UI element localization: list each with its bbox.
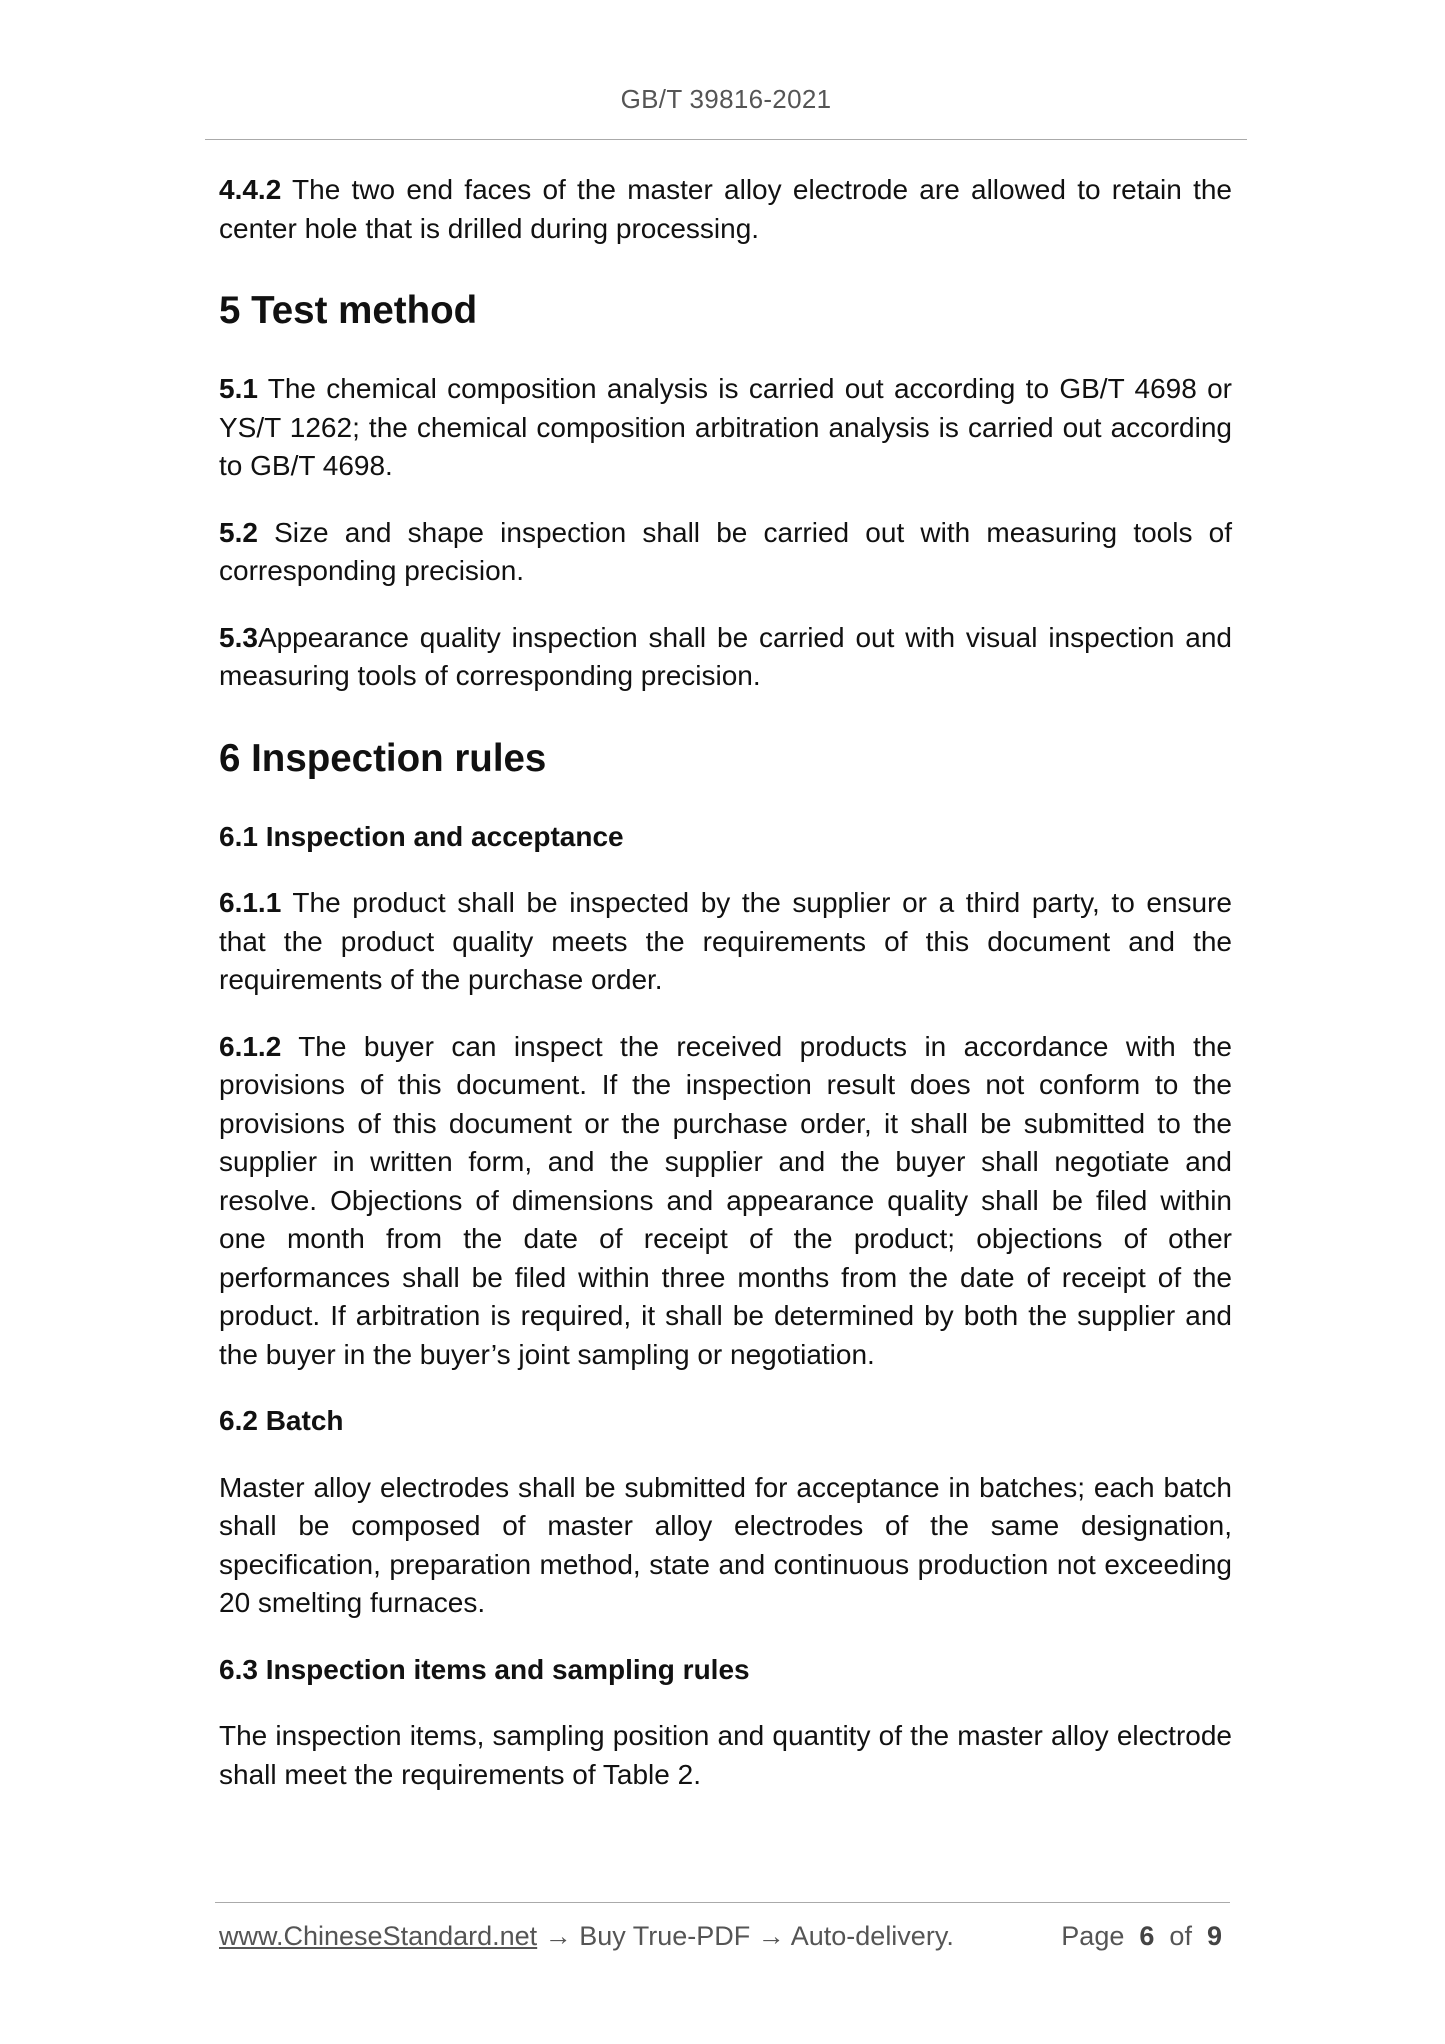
clause-number: 5.1 bbox=[219, 373, 258, 404]
page-word: Page bbox=[1061, 1921, 1125, 1951]
clause-text: The two end faces of the master alloy electrode are allowed to retain the center hole that is drilled during processing. bbox=[219, 174, 1232, 244]
clause-5-3 bbox=[219, 619, 1232, 696]
clause-text: The buyer can inspect the received products in accordance with the provisions of this document. If the inspection result does not conform to the provisions of this document or the purchase order, it shall be submitted to the supplier in written form, and the supplier and the buyer shall negotiate and resolve. Objections of dimensions and appearance quality shall be filed within one month from the date of receipt of the product; objections of other performances shall be filed within three months from the date of receipt of the product. If arbitration is required, it shall be determined by both the supplier and the buyer in the buyer’s joint sampling or negotiation. bbox=[219, 1030, 1232, 1370]
document-body bbox=[219, 171, 1232, 1794]
clause-number: 6.1.1 bbox=[219, 887, 282, 918]
subsection-heading-6-2: 6.2 Batch bbox=[219, 1405, 344, 1436]
page-total: 9 bbox=[1206, 1921, 1222, 1951]
clause-text: Appearance quality inspection shall be carried out with visual inspection and measuring tools of corresponding precision. bbox=[219, 621, 1232, 691]
section-heading-6: 6 Inspection rules bbox=[219, 736, 547, 780]
header-divider bbox=[205, 139, 1247, 140]
subsection-heading-6-3: 6.3 Inspection items and sampling rules bbox=[219, 1653, 750, 1685]
footer-promo-line bbox=[219, 1921, 954, 1952]
clause-6-1-1 bbox=[219, 884, 1232, 1000]
of-word: of bbox=[1169, 1921, 1192, 1951]
clause-number: 5.2 bbox=[219, 516, 258, 548]
clause-5-1 bbox=[219, 370, 1232, 486]
chinesestandard-link[interactable]: www.ChineseStandard.net bbox=[219, 1921, 538, 1951]
clause-4-4-2 bbox=[219, 171, 1232, 248]
page-number bbox=[1061, 1921, 1222, 1952]
subsection-heading-6-1: 6.1 Inspection and acceptance bbox=[219, 820, 624, 852]
clause-text: Size and shape inspection shall be carried out with measuring tools of corresponding precision. bbox=[219, 516, 1232, 586]
clause-6-2-text: Master alloy electrodes shall be submitted for acceptance in batches; each batch shall be composed of master alloy electrodes of the same designation, specification, preparation method, state and continuous production not exceeding 20 smelting furnaces. bbox=[219, 1471, 1232, 1618]
clause-number: 6.1.2 bbox=[219, 1030, 282, 1062]
section-heading-5: 5 Test method bbox=[219, 289, 478, 332]
footer-promo-text: → Buy True-PDF → Auto-delivery. bbox=[537, 1921, 954, 1951]
page-current: 6 bbox=[1139, 1921, 1155, 1951]
footer-divider bbox=[215, 1902, 1230, 1903]
clause-number: 5.3 bbox=[219, 621, 258, 653]
clause-5-2 bbox=[219, 514, 1232, 591]
clause-number: 4.4.2 bbox=[219, 174, 282, 205]
page-footer bbox=[219, 1921, 1232, 1961]
clause-6-3-text: The inspection items, sampling position and quantity of the master alloy electrode shall meet the requirements of Table 2. bbox=[219, 1720, 1232, 1790]
clause-6-1-2 bbox=[219, 1028, 1232, 1375]
clause-text: The chemical composition analysis is carried out according to GB/T 4698 or YS/T 1262; the chemical composition arbitration analysis is carried out according to GB/T 4698. bbox=[219, 373, 1232, 481]
clause-text: The product shall be inspected by the supplier or a third party, to ensure that the product quality meets the requirements of this document and the requirements of the purchase order. bbox=[219, 887, 1232, 995]
document-header-id: GB/T 39816-2021 bbox=[620, 84, 832, 114]
